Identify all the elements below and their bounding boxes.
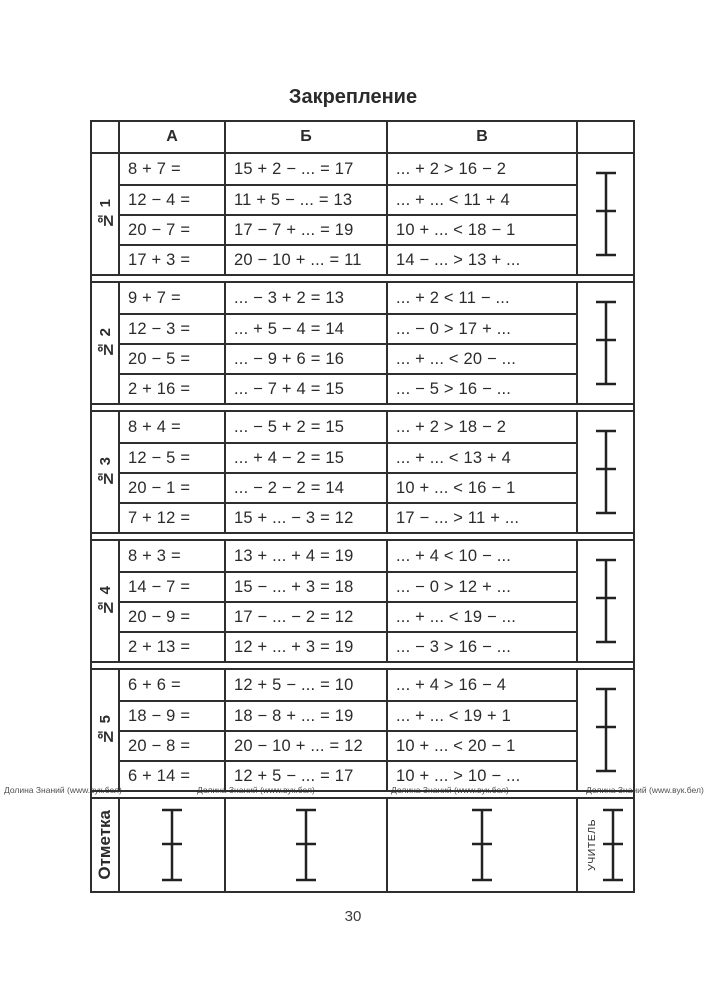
mark-row [92, 799, 633, 891]
problem-cell-b: 11 + 5 − ... = 13 [226, 184, 388, 214]
problem-cell-b: 15 + 2 − ... = 17 [226, 154, 388, 184]
assessment-scale-icon [293, 807, 319, 883]
column-header-b: Б [226, 122, 388, 152]
problem-cell-a: 8 + 3 = [120, 541, 226, 571]
problem-cell-a: 8 + 7 = [120, 154, 226, 184]
problem-block-5 [92, 670, 633, 790]
problem-cell-v: ... + ... < 11 + 4 [388, 184, 578, 214]
watermark-text: Долина Знаний (www.вук.бел) [391, 785, 509, 795]
problem-cell-v: ... − 3 > 16 − ... [388, 631, 578, 661]
block-separator [92, 790, 633, 799]
problem-cell-a: 2 + 13 = [120, 631, 226, 661]
problem-cell-v: ... − 0 > 17 + ... [388, 313, 578, 343]
block-separator [92, 532, 633, 541]
problem-cell-b: 18 − 8 + ... = 19 [226, 700, 388, 730]
problem-cell-b: 15 + ... − 3 = 12 [226, 502, 388, 532]
problem-cell-a: 12 − 4 = [120, 184, 226, 214]
problem-cell-b: 12 + 5 − ... = 10 [226, 670, 388, 700]
problem-cell-a: 20 − 5 = [120, 343, 226, 373]
assessment-scale-icon [159, 807, 185, 883]
problem-cell-b: ... − 3 + 2 = 13 [226, 283, 388, 313]
mark-scale-cell-b [226, 799, 388, 891]
problem-cell-v: ... + 2 < 11 − ... [388, 283, 578, 313]
problem-cell-v: ... + 4 > 16 − 4 [388, 670, 578, 700]
problem-cell-a: 14 − 7 = [120, 571, 226, 601]
teacher-scale-cell [578, 799, 633, 891]
problem-cell-v: ... − 0 > 12 + ... [388, 571, 578, 601]
block-number-label: № 3 [96, 457, 114, 487]
problem-cell-b: ... − 2 − 2 = 14 [226, 472, 388, 502]
problem-cell-b: ... − 5 + 2 = 15 [226, 412, 388, 442]
assessment-scale-icon [593, 428, 619, 516]
block-number-cell [92, 541, 120, 661]
assessment-scale-icon [593, 170, 619, 258]
block-number-cell [92, 283, 120, 403]
problem-cell-a: 7 + 12 = [120, 502, 226, 532]
problem-cell-v: 10 + ... > 10 − ... [388, 760, 578, 790]
problem-cell-a: 6 + 6 = [120, 670, 226, 700]
table-header-row [92, 122, 633, 154]
watermark-text: Долина Знаний (www.вук.бел) [586, 785, 704, 795]
header-corner-cell [92, 122, 120, 152]
mark-scale-cell-v [388, 799, 578, 891]
problem-cell-v: 17 − ... > 11 + ... [388, 502, 578, 532]
block-number-cell [92, 412, 120, 532]
problem-cell-v: ... + 2 > 16 − 2 [388, 154, 578, 184]
problem-cell-b: 15 − ... + 3 = 18 [226, 571, 388, 601]
watermark-text: Долина Знаний (www.вук.бел) [197, 785, 315, 795]
block-separator [92, 274, 633, 283]
problem-cell-v: ... + ... < 19 + 1 [388, 700, 578, 730]
problem-cell-a: 20 − 1 = [120, 472, 226, 502]
problem-cell-v: ... + 4 < 10 − ... [388, 541, 578, 571]
problem-cell-a: 20 − 8 = [120, 730, 226, 760]
problem-cell-v: 14 − ... > 13 + ... [388, 244, 578, 274]
problem-cell-v: 10 + ... < 16 − 1 [388, 472, 578, 502]
problem-cell-b: 17 − ... − 2 = 12 [226, 601, 388, 631]
problem-cell-v: ... − 5 > 16 − ... [388, 373, 578, 403]
problem-cell-a: 12 − 3 = [120, 313, 226, 343]
problem-cell-b: ... + 5 − 4 = 14 [226, 313, 388, 343]
worksheet-table [90, 120, 635, 893]
teacher-label: УЧИТЕЛЬ [586, 819, 598, 871]
block-number-label: № 2 [96, 328, 114, 358]
block-number-label: № 1 [96, 199, 114, 229]
problem-cell-v: ... + 2 > 18 − 2 [388, 412, 578, 442]
block-separator [92, 403, 633, 412]
problem-cell-a: 17 + 3 = [120, 244, 226, 274]
problem-cell-v: 10 + ... < 20 − 1 [388, 730, 578, 760]
problem-block-3 [92, 412, 633, 532]
problem-block-1 [92, 154, 633, 274]
assessment-scale-icon [601, 807, 625, 883]
problem-cell-v: ... + ... < 20 − ... [388, 343, 578, 373]
mark-label: Отметка [95, 810, 114, 880]
problem-cell-a: 20 − 9 = [120, 601, 226, 631]
problem-cell-b: ... − 7 + 4 = 15 [226, 373, 388, 403]
problem-cell-b: ... − 9 + 6 = 16 [226, 343, 388, 373]
problem-cell-a: 18 − 9 = [120, 700, 226, 730]
block-number-cell [92, 670, 120, 790]
self-assessment-scale-cell [578, 670, 633, 790]
assessment-scale-icon [593, 299, 619, 387]
self-assessment-scale-cell [578, 412, 633, 532]
problem-cell-b: 17 − 7 + ... = 19 [226, 214, 388, 244]
assessment-scale-icon [593, 557, 619, 645]
block-number-label: № 5 [96, 715, 114, 745]
self-assessment-scale-cell [578, 283, 633, 403]
problem-cell-a: 8 + 4 = [120, 412, 226, 442]
mark-scale-cell-a [120, 799, 226, 891]
column-header-a: А [120, 122, 226, 152]
problem-block-4 [92, 541, 633, 661]
problem-cell-v: 10 + ... < 18 − 1 [388, 214, 578, 244]
problem-cell-a: 6 + 14 = [120, 760, 226, 790]
problem-block-2 [92, 283, 633, 403]
watermark-text: Долина Знаний (www.вук.бел) [4, 785, 122, 795]
problem-cell-b: 12 + 5 − ... = 17 [226, 760, 388, 790]
problem-cell-b: 20 − 10 + ... = 11 [226, 244, 388, 274]
block-number-label: № 4 [96, 586, 114, 616]
self-assessment-scale-cell [578, 541, 633, 661]
header-scale-cell [578, 122, 633, 152]
problem-cell-a: 9 + 7 = [120, 283, 226, 313]
problem-cell-b: 20 − 10 + ... = 12 [226, 730, 388, 760]
assessment-scale-icon [593, 686, 619, 774]
problem-cell-v: ... + ... < 19 − ... [388, 601, 578, 631]
problem-cell-a: 12 − 5 = [120, 442, 226, 472]
problem-cell-v: ... + ... < 13 + 4 [388, 442, 578, 472]
problem-cell-b: ... + 4 − 2 = 15 [226, 442, 388, 472]
self-assessment-scale-cell [578, 154, 633, 274]
block-number-cell [92, 154, 120, 274]
page-title: Закрепление [288, 86, 418, 108]
assessment-scale-icon [469, 807, 495, 883]
column-header-v: В [388, 122, 578, 152]
page-number: 30 [344, 908, 362, 925]
problem-cell-a: 20 − 7 = [120, 214, 226, 244]
problem-cell-a: 2 + 16 = [120, 373, 226, 403]
problem-cell-b: 13 + ... + 4 = 19 [226, 541, 388, 571]
mark-label-cell [92, 799, 120, 891]
problem-cell-b: 12 + ... + 3 = 19 [226, 631, 388, 661]
block-separator [92, 661, 633, 670]
